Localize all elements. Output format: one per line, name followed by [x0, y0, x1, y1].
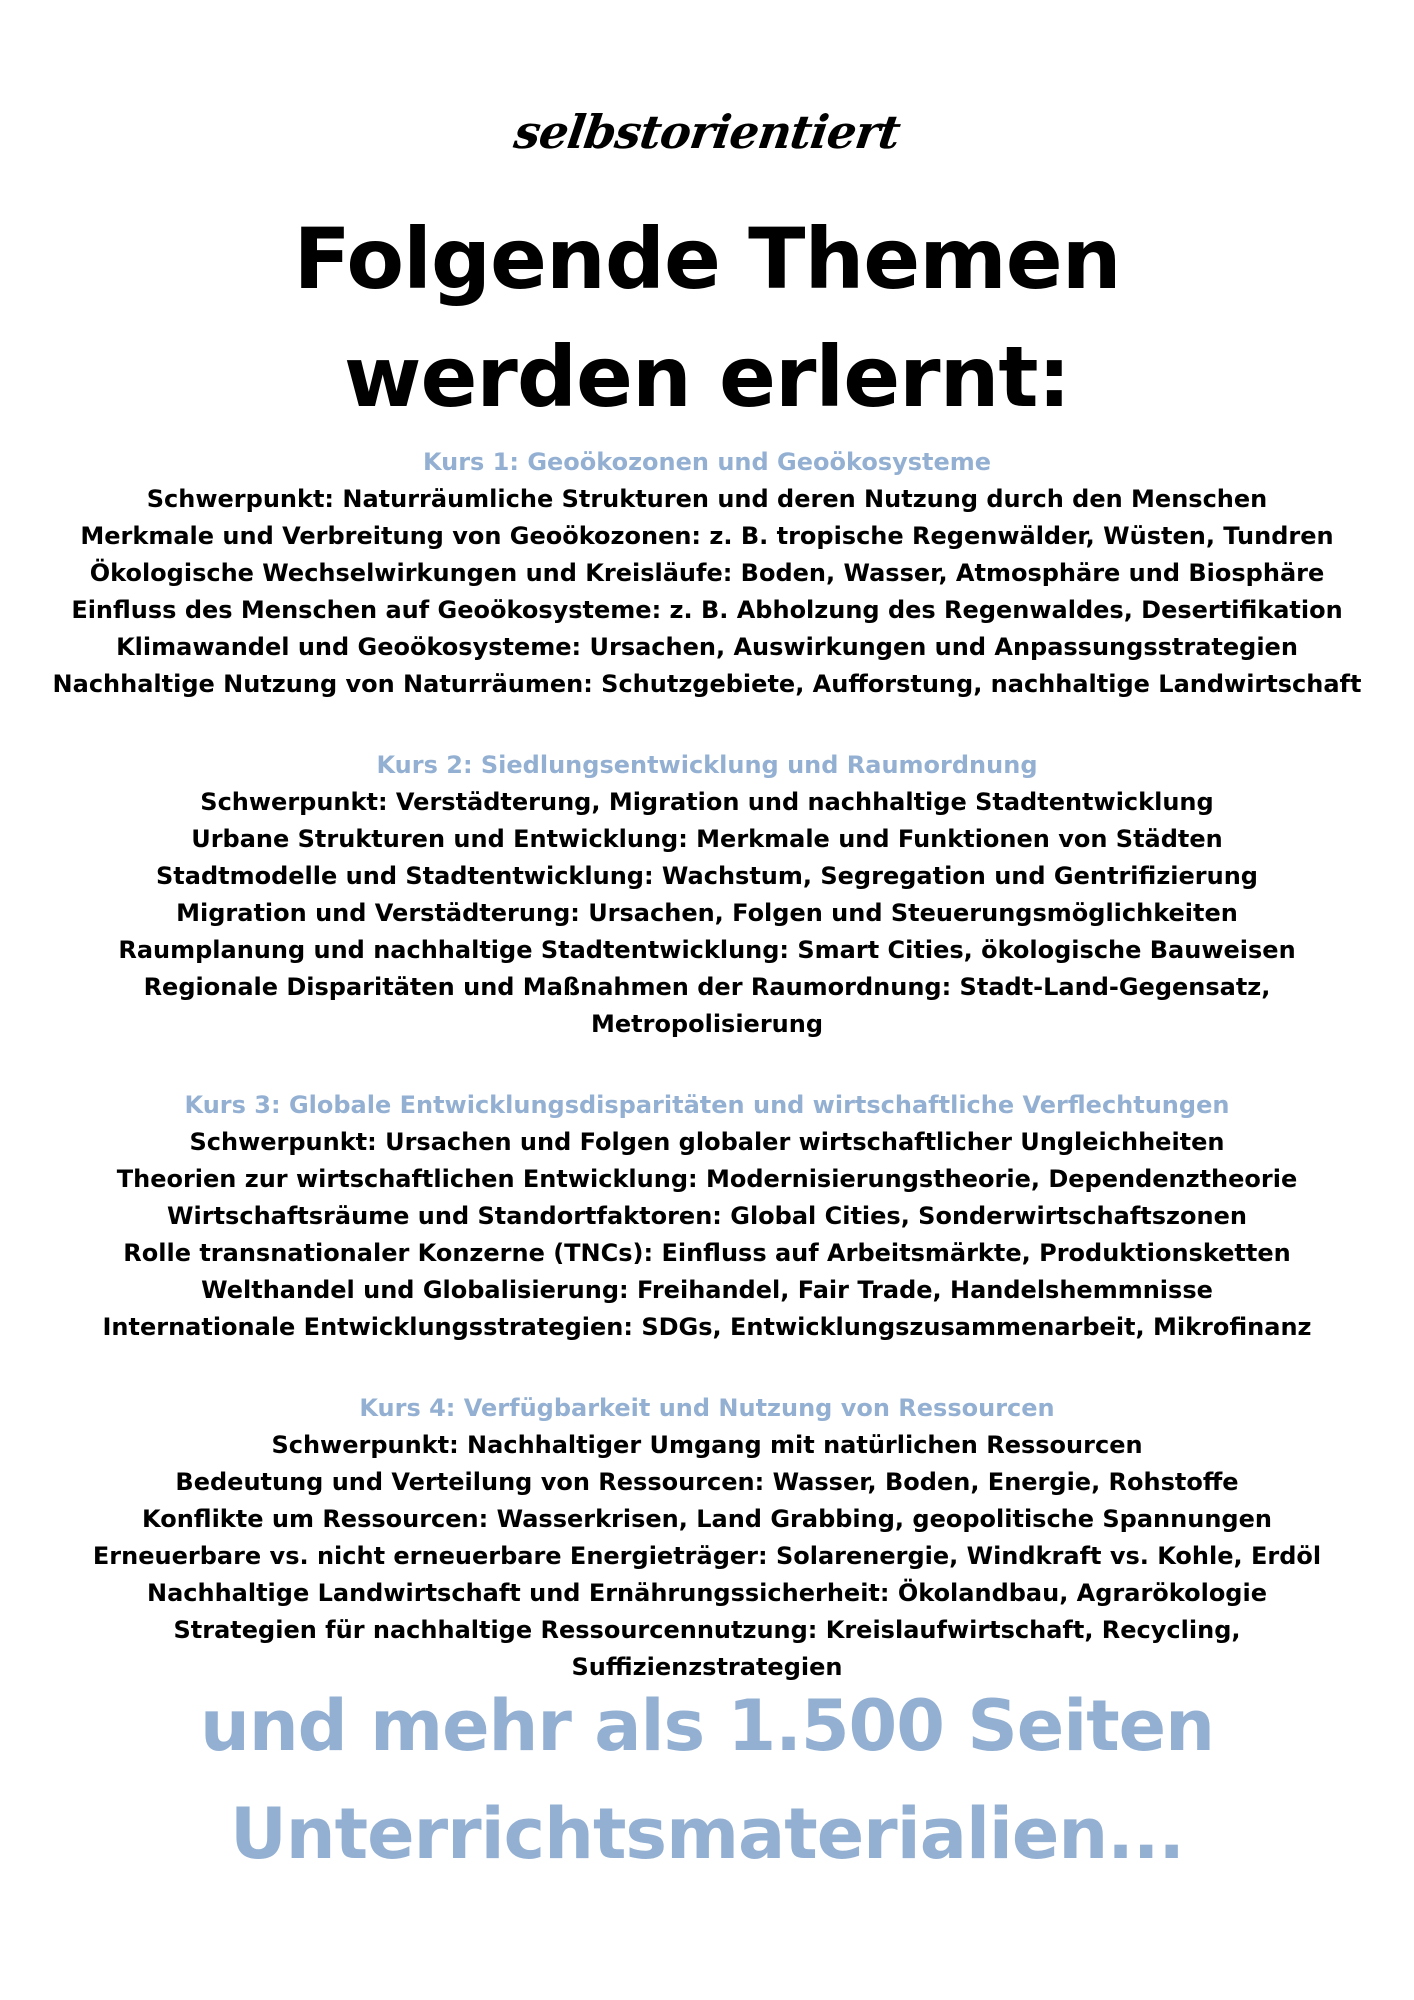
course-topic: Merkmale und Verbreitung von Geoökozonen: z. B. tropische Regenwälder, Wüsten, Tundren: [80, 522, 1334, 550]
course-topic: Regionale Disparitäten und Maßnahmen der Raumordnung: Stadt-Land-Gegensatz, Metropolisierung: [143, 973, 1271, 1038]
course-topic: Urbane Strukturen und Entwicklung: Merkmale und Funktionen von Städten: [191, 825, 1223, 853]
course-topic: Nachhaltige Nutzung von Naturräumen: Schutzgebiete, Aufforstung, nachhaltige Landwirtschaft: [52, 670, 1362, 698]
page-title-line-2: werden erlernt:: [343, 328, 1071, 426]
closing-line-1: und mehr als 1.500 Seiten: [200, 1685, 1214, 1767]
course-topic: Welthandel und Globalisierung: Freihandel, Fair Trade, Handelshemmnisse: [201, 1276, 1213, 1304]
course-topic: Nachhaltige Landwirtschaft und Ernährungssicherheit: Ökolandbau, Agrarökologie: [146, 1579, 1267, 1607]
course-heading: Kurs 2: Siedlungsentwicklung und Raumordnung: [376, 751, 1038, 779]
course-topic: Migration und Verstädterung: Ursachen, Folgen und Steuerungsmöglichkeiten: [176, 899, 1238, 927]
course-topic: Schwerpunkt: Naturräumliche Strukturen und deren Nutzung durch den Menschen: [146, 485, 1268, 513]
course-3: [0, 1087, 1414, 1346]
course-topic: Rolle transnationaler Konzerne (TNCs): Einfluss auf Arbeitsmärkte, Produktionsketten: [123, 1239, 1291, 1267]
course-topic: Theorien zur wirtschaftlichen Entwicklung: Modernisierungstheorie, Dependenztheorie: [116, 1165, 1298, 1193]
course-topic: Erneuerbare vs. nicht erneuerbare Energieträger: Solarenergie, Windkraft vs. Kohle, Erdöl: [92, 1542, 1322, 1570]
course-heading: Kurs 3: Globale Entwicklungsdisparitäten und wirtschaftliche Verflechtungen: [184, 1091, 1230, 1119]
course-topic: Klimawandel und Geoökosysteme: Ursachen, Auswirkungen und Anpassungsstrategien: [116, 633, 1298, 661]
course-topic: Strategien für nachhaltige Ressourcennutzung: Kreislaufwirtschaft, Recycling, Suffizienzstrategien: [173, 1616, 1241, 1681]
course-2: [0, 747, 1414, 1043]
course-topic: Schwerpunkt: Nachhaltiger Umgang mit natürlichen Ressourcen: [271, 1431, 1143, 1459]
course-topic: Internationale Entwicklungsstrategien: SDGs, Entwicklungszusammenarbeit, Mikrofinanz: [102, 1313, 1312, 1341]
closing-line-2: Unterrichtsmaterialien...: [229, 1793, 1185, 1875]
course-1: [0, 444, 1414, 703]
course-topic: Konflikte um Ressourcen: Wasserkrisen, Land Grabbing, geopolitische Spannungen: [142, 1505, 1272, 1533]
course-topic: Raumplanung und nachhaltige Stadtentwicklung: Smart Cities, ökologische Bauweisen: [118, 936, 1296, 964]
course-topic: Wirtschaftsräume und Standortfaktoren: Global Cities, Sonderwirtschaftszonen: [167, 1202, 1247, 1230]
brand-logo: selbstorientiert: [510, 105, 904, 159]
course-list: [0, 444, 1414, 1730]
course-topic: Schwerpunkt: Ursachen und Folgen globaler wirtschaftlicher Ungleichheiten: [189, 1128, 1225, 1156]
page-title-line-1: Folgende Themen: [293, 210, 1121, 308]
closing-statement: [0, 1672, 1414, 1888]
course-topic: Einfluss des Menschen auf Geoökosysteme: z. B. Abholzung des Regenwaldes, Desertifikation: [71, 596, 1343, 624]
course-4: [0, 1390, 1414, 1686]
course-heading: Kurs 1: Geoökozonen und Geoökosysteme: [422, 448, 992, 476]
course-heading: Kurs 4: Verfügbarkeit und Nutzung von Ressourcen: [359, 1394, 1055, 1422]
course-topic: Ökologische Wechselwirkungen und Kreisläufe: Boden, Wasser, Atmosphäre und Biosphäre: [89, 559, 1325, 587]
course-topic: Schwerpunkt: Verstädterung, Migration und nachhaltige Stadtentwicklung: [200, 788, 1214, 816]
course-topic: Stadtmodelle und Stadtentwicklung: Wachstum, Segregation und Gentrifizierung: [156, 862, 1258, 890]
page-title: [0, 200, 1414, 436]
course-topic: Bedeutung und Verteilung von Ressourcen: Wasser, Boden, Energie, Rohstoffe: [175, 1468, 1239, 1496]
